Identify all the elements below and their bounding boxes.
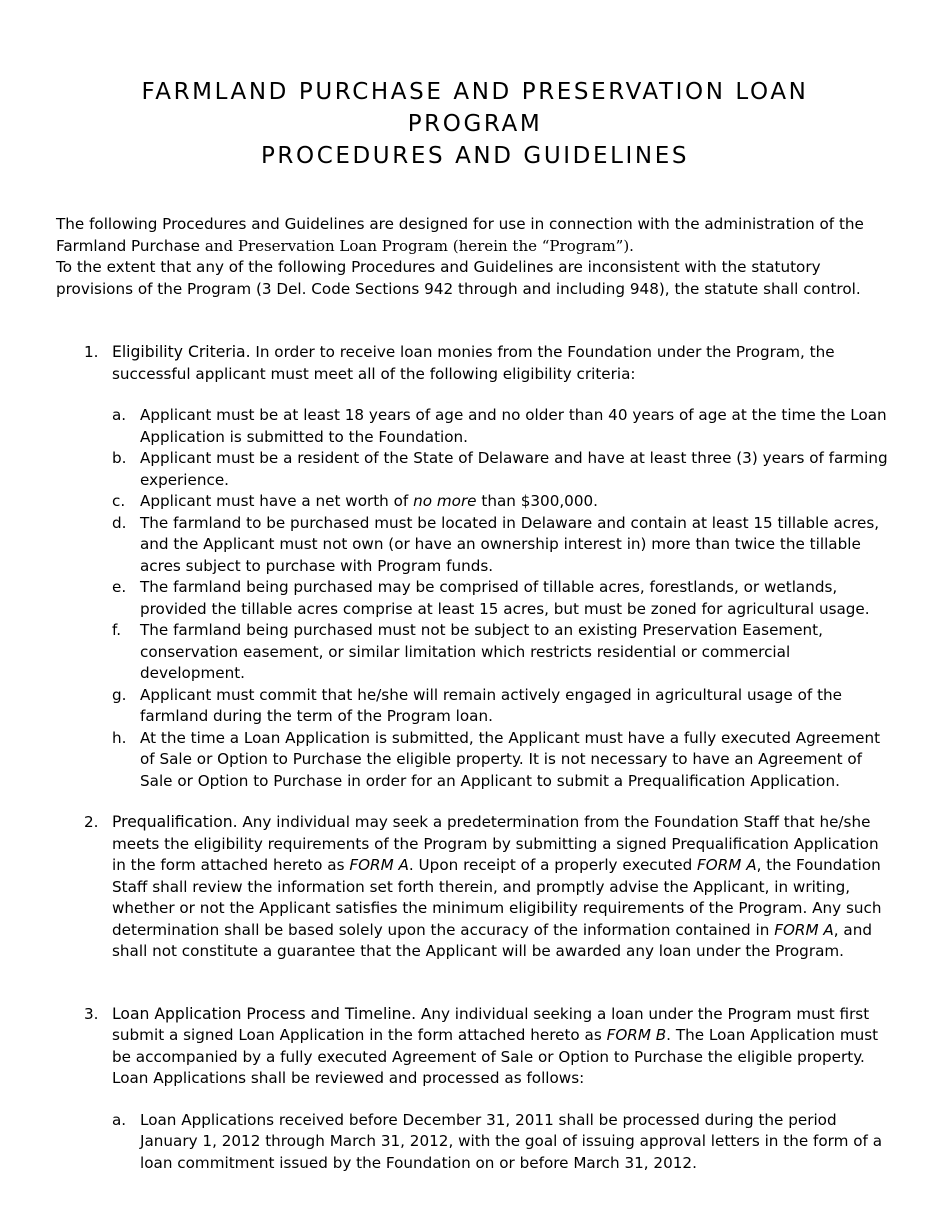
section-prequalification bbox=[56, 812, 894, 963]
list-item-text: Applicant must commit that he/she will remain actively engaged in agricultural usage of the farmland during the term of the Program loan. bbox=[140, 685, 842, 725]
list-marker: g. bbox=[112, 685, 127, 704]
list-marker: e. bbox=[112, 578, 127, 596]
document-title bbox=[56, 76, 894, 172]
title-line-3: PROCEDURES AND GUIDELINES bbox=[260, 143, 690, 169]
list-item bbox=[112, 685, 894, 728]
list-item bbox=[112, 1110, 894, 1175]
section-text bbox=[112, 1004, 894, 1090]
list-item bbox=[112, 577, 894, 620]
title-line-2: PROGRAM bbox=[407, 111, 543, 137]
form-reference: FORM A bbox=[697, 856, 757, 874]
list-marker: a. bbox=[112, 406, 127, 424]
list-item-text: Applicant must have a net worth of bbox=[140, 492, 414, 510]
process-list bbox=[112, 1110, 894, 1175]
section-heading: Prequalification. bbox=[112, 813, 238, 831]
list-item bbox=[112, 513, 894, 578]
section-loan-application bbox=[56, 1004, 894, 1175]
intro-paragraph-2: To the extent that any of the following Procedures and Guidelines are inconsistent with the statutory provisions of the Program (3 Del. Code Sections 942 through and including 948), the statute shall control. bbox=[56, 258, 861, 298]
section-number: 2. bbox=[84, 813, 99, 831]
list-item bbox=[112, 448, 894, 491]
list-item-text: The farmland being purchased must not be subject to an existing Preservation Easement, conservation easement, or similar limitation which restricts residential or commercial development. bbox=[140, 621, 823, 682]
section-body: . Upon receipt of a properly executed bbox=[408, 856, 698, 874]
section-body: Any individual may seek a predetermination from the Foundation Staff that he/she meets the eligibility requirements of the Program by submitting a signed Prequalification Application in the form attached hereto as bbox=[112, 813, 879, 874]
intro-text-b: and Preservation Loan Program (herein the “Program”). bbox=[204, 236, 634, 255]
intro bbox=[56, 214, 894, 300]
title-line-1: FARMLAND PURCHASE AND PRESERVATION LOAN bbox=[141, 79, 809, 105]
list-item-text: The farmland being purchased may be comprised of tillable acres, forestlands, or wetlands, provided the tillable acres comprise at least 15 acres, but must be zoned for agricultural usage. bbox=[140, 578, 870, 618]
list-item-text: Applicant must be at least 18 years of age and no older than 40 years of age at the time the Loan Application is submitted to the Foundation. bbox=[140, 406, 887, 446]
section-number: 1. bbox=[84, 343, 99, 361]
section-body: , and shall not constitute a guarantee that the Applicant will be awarded any loan under the Program. bbox=[112, 920, 873, 960]
sections-list bbox=[56, 342, 894, 1174]
list-marker: a. bbox=[112, 1110, 127, 1129]
list-item bbox=[112, 491, 894, 513]
section-body: , the Foundation Staff shall review the information set forth therein, and promptly advise the Applicant, in writing, whether or not the Applicant satisfies the minimum eligibility requirements of the Program. Any such determination shall be based solely upon the accuracy of the information contained in bbox=[112, 856, 882, 939]
criteria-list bbox=[112, 405, 894, 792]
section-body: Any individual seeking a loan under the Program must first submit a signed Loan Application in the form attached hereto as bbox=[112, 1004, 870, 1044]
intro-paragraph-1 bbox=[56, 214, 894, 257]
form-reference: FORM A bbox=[774, 920, 834, 939]
section-text bbox=[112, 812, 894, 963]
list-item-text: Applicant must be a resident of the State of Delaware and have at least three (3) years of farming experience. bbox=[140, 449, 888, 489]
list-item-text: At the time a Loan Application is submitted, the Applicant must have a fully executed Agreement of Sale or Option to Purchase the eligible property. It is not necessary to have an Agreement of Sale or Option to Purchase in order for an Applicant to submit a Prequalification Application. bbox=[140, 728, 881, 790]
section-eligibility bbox=[56, 342, 894, 792]
list-marker: b. bbox=[112, 449, 127, 467]
list-marker: c. bbox=[112, 492, 126, 510]
list-item-text: The farmland to be purchased must be located in Delaware and contain at least 15 tillable acres, and the Applicant must not own (or have an ownership interest in) more than twice the tillable acres subject to purchase with Program funds. bbox=[140, 513, 880, 575]
section-number: 3. bbox=[84, 1004, 99, 1023]
section-heading: Loan Application Process and Timeline. bbox=[112, 1004, 417, 1023]
list-item bbox=[112, 405, 894, 448]
form-reference: FORM A bbox=[349, 856, 409, 874]
form-reference: FORM B bbox=[606, 1026, 667, 1044]
section-text bbox=[112, 342, 894, 385]
list-marker: d. bbox=[112, 513, 127, 532]
section-heading: Eligibility Criteria. bbox=[112, 343, 251, 361]
intro-text-a: The following Procedures and Guidelines are designed for use in connection with the administration of the Farmland Purchase bbox=[56, 215, 864, 255]
emphasis-text: no more bbox=[413, 492, 477, 510]
list-item bbox=[112, 728, 894, 793]
section-body: . The Loan Application must be accompanied by a fully executed Agreement of Sale or Option to Purchase the eligible property. Loan Applications shall be reviewed and processed as follows: bbox=[112, 1026, 879, 1087]
list-item-text: than $300,000. bbox=[476, 492, 598, 510]
list-item-text: Loan Applications received before December 31, 2011 shall be processed during the period January 1, 2012 through March 31, 2012, with the goal of issuing approval letters in the form of a loan commitment issued by the Foundation on or before March 31, 2012. bbox=[140, 1110, 883, 1172]
list-item bbox=[112, 620, 894, 685]
list-marker: f. bbox=[112, 621, 122, 639]
list-marker: h. bbox=[112, 728, 127, 747]
section-body: In order to receive loan monies from the Foundation under the Program, the successful applicant must meet all of the following eligibility criteria: bbox=[112, 343, 835, 383]
